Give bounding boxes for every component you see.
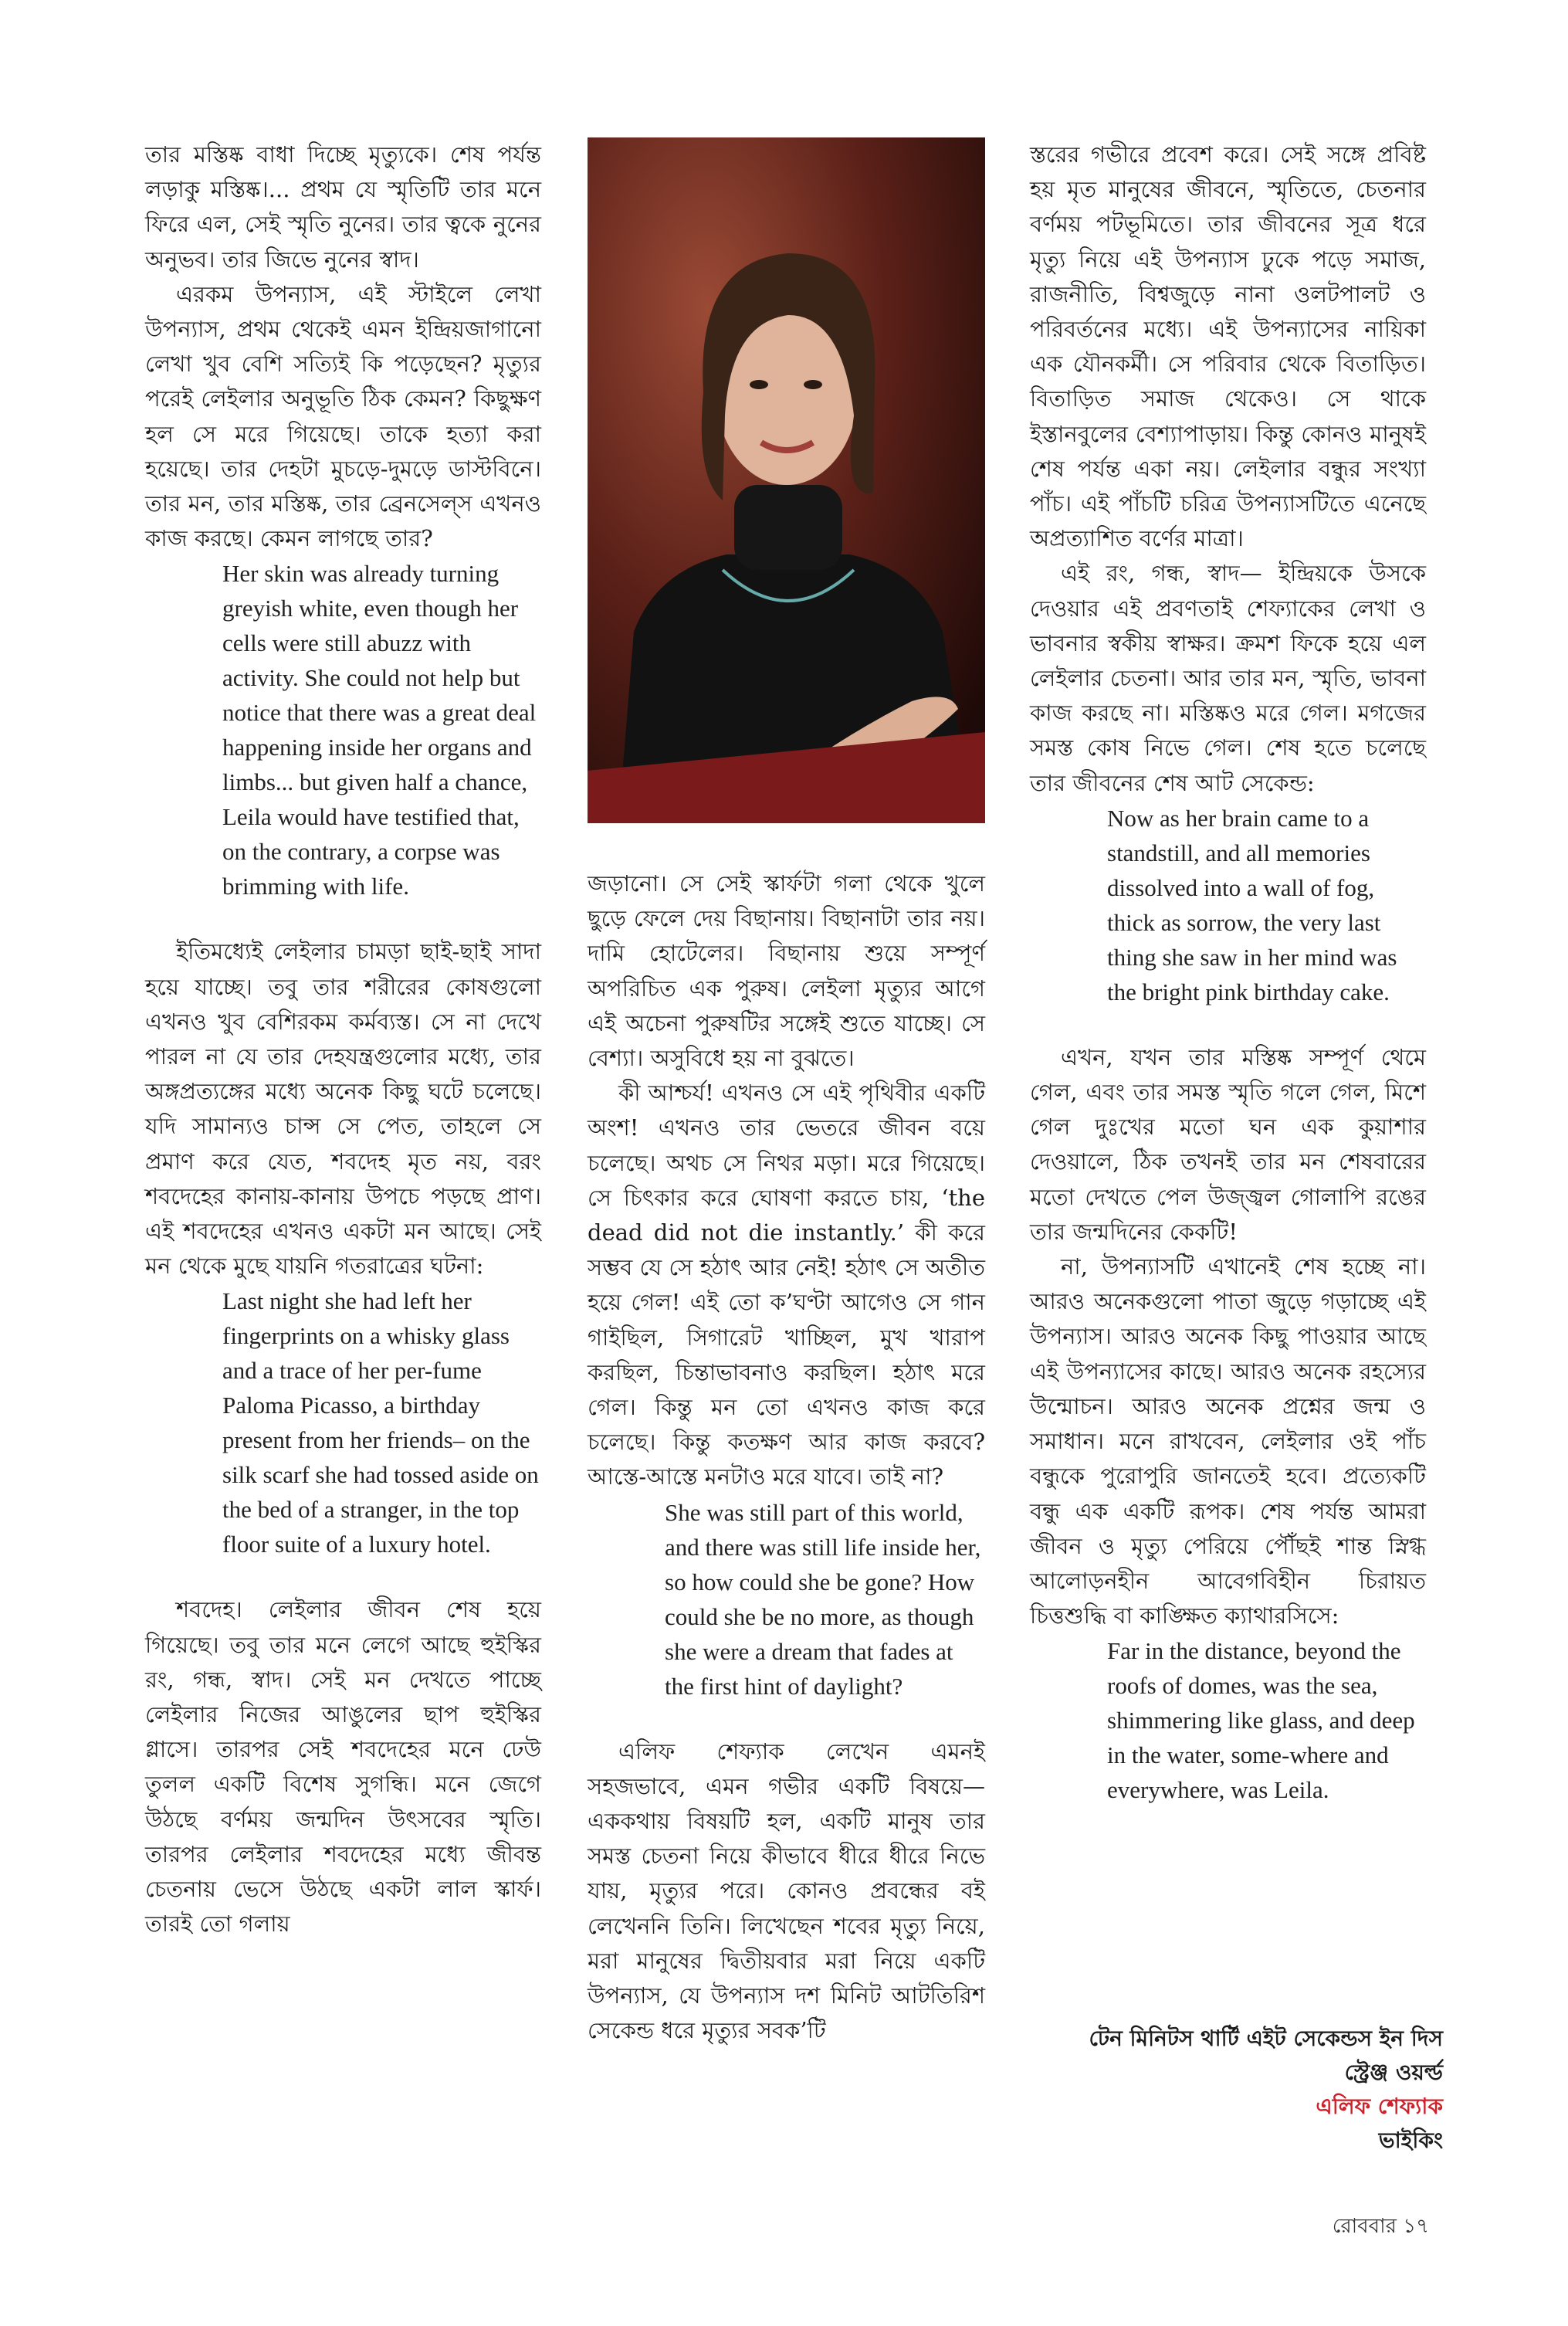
paragraph: শবদেহ। লেইলার জীবন শেষ হয়ে গিয়েছে। তবু তার মনে লেগে আছে হুইস্কির রং, গন্ধ, স্বাদ। সেই মন দেখতে পাচ্ছে লেইলার নিজের আঙুলের ছাপ হুইস্কির গ্লাসে। তারপর সেই শবদেহের মনে ঢেউ তুলল একটি বিশেষ সুগন্ধি। মনে জেগে উঠছে বর্ণময় জন্মদিন উৎসবের স্মৃতি। তারপর লেইলার শবদেহের মধ্যে জীবন্ত চেতনায় ভেসে উঠছে একটা লাল স্কার্ফ। তারই তো গলায় <box>145 1596 541 1938</box>
paragraph: এখন, যখন তার মস্তিষ্ক সম্পূর্ণ থেমে গেল, এবং তার সমস্ত স্মৃতি গলে গেল, মিশে গেল দুঃখের মতো ঘন এক কুয়াশার দেওয়ালে, ঠিক তখনই তার মন শেষবারের মতো দেখতে পেল উজ্জ্বল গোলাপি রঙের তার জন্মদিনের কেকটি! <box>1030 1043 1426 1245</box>
english-quote: Far in the distance, beyond the roofs of domes, was the sea, shimmering like glass, and deep in the water, some-where and everywhere, was Leila. <box>1107 1637 1415 1804</box>
english-quote: Now as her brain came to a standstill, and all memories dissolved into a wall of fog, thick as sorrow, the very last thing she saw in her mind was the bright pink birthday cake. <box>1107 804 1397 1005</box>
paragraph: ইতিমধ্যেই লেইলার চামড়া ছাই-ছাই সাদা হয়ে যাচ্ছে। তবু তার শরীরের কোষগুলো এখনও খুব বেশিরকম কর্মব্যস্ত। সে না দেখে পারল না যে তার দেহযন্ত্রগুলোর মধ্যে, তার অঙ্গপ্রত্যঙ্গের মধ্যে অনেক কিছু ঘটে চলেছে। যদি সামান্যও চান্স সে পেত, তাহলে সে প্রমাণ করে যেত, শবদেহ মৃত নয়, বরং শবদেহের কানায়-কানায় উপচে পড়ছে প্রাণ। এই শবদেহের এখনও একটা মন আছে। সেই মন থেকে মুছে যায়নি গতরাত্রের ঘটনা: <box>145 938 541 1280</box>
paragraph: তার মস্তিষ্ক বাধা দিচ্ছে মৃত্যুকে। শেষ পর্যন্ত লড়াকু মস্তিষ্ক।... প্রথম যে স্মৃতিটি তার মনে ফিরে এল, সেই স্মৃতি নুনের। তার ত্বকে নুনের অনুভব। তার জিভে নুনের স্বাদ। <box>145 141 541 273</box>
page-number: রোববার ১৭ <box>1332 2215 1429 2238</box>
column-left <box>145 137 541 1942</box>
paragraph: এলিফ শেফ্যাক লেখেন এমনই সহজভাবে, এমন গভীর একটি বিষয়ে— এককথায় বিষয়টি হল, একটি মানুষ তার সমস্ত চেতনা নিয়ে কীভাবে ধীরে ধীরে নিভে যায়, মৃত্যুর পরে। কোনও প্রবন্ধের বই লেখেননি তিনি। লিখেছেন শবের মৃত্যু নিয়ে, মরা মানুষের দ্বিতীয়বার মরা নিয়ে একটি উপন্যাস, যে উপন্যাস দশ মিনিট আটতিরিশ সেকেন্ড ধরে মৃত্যুর সবক’টি <box>588 1738 985 2044</box>
book-title-line1: টেন মিনিটস থার্টি এইট সেকেন্ডস ইন দিস <box>1089 2026 1443 2051</box>
book-title-line2: স্ট্রেঞ্জ ওয়র্ল্ড <box>1344 2060 1443 2085</box>
paragraph: কী আশ্চর্য! এখনও সে এই পৃথিবীর একটি অংশ! এখনও তার ভেতরে জীবন বয়ে চলেছে। অথচ সে নিথর মড়া। মরে গিয়েছে। সে চিৎকার করে ঘোষণা করতে চায়, ‘the dead did not die instantly.’ কী করে সম্ভব যে সে হঠাৎ আর নেই! হঠাৎ সে অতীত হয়ে গেল! এই তো ক’ঘণ্টা আগেও সে গান গাইছিল, সিগারেট খাচ্ছিল, মুখ খারাপ করছিল, চিন্তাভাবনাও করছিল। হঠাৎ মরে গেল। কিন্তু মন তো এখনও কাজ করে চলেছে। কিন্তু কতক্ষণ আর কাজ করবে? আস্তে-আস্তে মনটাও মরে যাবে। তাই না? <box>588 1080 985 1490</box>
paragraph: এই রং, গন্ধ, স্বাদ— ইন্দ্রিয়কে উসকে দেওয়ার এই প্রবণতাই শেফ্যাকের লেখা ও ভাবনার স্বকীয় স্বাক্ষর। ক্রমশ ফিকে হয়ে এল লেইলার চেতনা। আর তার মন, স্মৃতি, ভাবনা কাজ করছে না। মস্তিষ্কও মরে গেল। মগজের সমস্ত কোষ নিভে গেল। শেষ হতে চলেছে তার জীবনের শেষ আট সেকেন্ড: <box>1030 560 1426 796</box>
book-publisher: ভাইকিং <box>1378 2128 1443 2153</box>
portrait-illustration <box>588 137 985 823</box>
book-credits <box>1089 2022 1443 2158</box>
paragraph: এরকম উপন্যাস, এই স্টাইলে লেখা উপন্যাস, প্রথম থেকেই এমন ইন্দ্রিয়জাগানো লেখা খুব বেশি সত্যিই কি পড়েছেন? মৃত্যুর পরেই লেইলার অনুভূতি ঠিক কেমন? কিছুক্ষণ হল সে মরে গিয়েছে। তাকে হত্যা করা হয়েছে। তার দেহটা মুচড়ে-দুমড়ে ডাস্টবিনে। তার মন, তার মস্তিষ্ক, তার ব্রেনসেল্‌স এখনও কাজ করছে। কেমন লাগছে তার? <box>145 280 541 552</box>
paragraph: না, উপন্যাসটি এখানেই শেষ হচ্ছে না। আরও অনেকগুলো পাতা জুড়ে গড়াচ্ছে এই উপন্যাস। আরও অনেক কিছু পাওয়ার আছে এই উপন্যাসের কাছে। আরও অনেক রহস্যের উন্মোচন। আরও অনেক প্রশ্নের জন্ম ও সমাধান। মনে রাখবেন, লেইলার ওই পাঁচ বন্ধুকে পুরোপুরি জানতেই হবে। প্রত্যেকটি বন্ধু এক একটি রূপক। শেষ পর্যন্ত আমরা জীবন ও মৃত্যু পেরিয়ে পৌঁছই শান্ত স্নিগ্ধ আলোড়নহীন আবেগবিহীন চিরায়ত চিত্তশুদ্ধি বা কাঙ্ক্ষিত ক্যাথারসিসে: <box>1030 1253 1426 1629</box>
paragraph: জড়ানো। সে সেই স্কার্ফটা গলা থেকে খুলে ছুড়ে ফেলে দেয় বিছানায়। বিছানাটা তার নয়। দামি হোটেলের। বিছানায় শুয়ে সম্পূর্ণ অপরিচিত এক পুরুষ। লেইলা মৃত্যুর আগে এই অচেনা পুরুষটির সঙ্গেই শুতে যাচ্ছে। সে বেশ্যা। অসুবিধে হয় না বুঝতে। <box>588 870 985 1072</box>
column-middle <box>588 866 985 2048</box>
column-right <box>1030 137 1426 1807</box>
author-photo <box>588 137 985 823</box>
english-quote: Her skin was already turning greyish white, even though her cells were still abuzz with activity. She could not help but notice that there was a great deal happening inside her organs and limbs... but given half a chance, Leila would have testified that, on the contrary, a corpse was brimming with life. <box>222 560 537 900</box>
paragraph: স্তরের গভীরে প্রবেশ করে। সেই সঙ্গে প্রবিষ্ট হয় মৃত মানুষের জীবনে, স্মৃতিতে, চেতনার বর্ণময় পটভূমিতে। তার জীবনের সূত্র ধরে মৃত্যু নিয়ে এই উপন্যাস ঢুকে পড়ে সমাজ, রাজনীতি, বিশ্বজুড়ে নানা ওলটপালট ও পরিবর্তনের মধ্যে। এই উপন্যাসের নায়িকা এক যৌনকর্মী। সে পরিবার থেকে বিতাড়িত। বিতাড়িত সমাজ থেকেও। সে থাকে ইস্তানবুলের বেশ্যাপাড়ায়। কিন্তু কোনও মানুষই শেষ পর্যন্ত একা নয়। লেইলার বন্ধুর সংখ্যা পাঁচ। এই পাঁচটি চরিত্র উপন্যাসটিতে এনেছে অপ্রত্যাশিত বর্ণের মাত্রা। <box>1030 141 1426 552</box>
english-quote: She was still part of this world, and there was still life inside her, so how could she be gone? How could she be no more, as though she were a dream that fades at the first hint of daylight? <box>665 1498 981 1700</box>
english-quote: Last night she had left her fingerprints on a whisky glass and a trace of her per-fume Paloma Picasso, a birthday present from her friends– on the silk scarf she had tossed aside on the bed of a stranger, in the top floor suite of a luxury hotel. <box>222 1287 539 1558</box>
book-author: এলিফ শেফ্যাক <box>1316 2094 1443 2119</box>
